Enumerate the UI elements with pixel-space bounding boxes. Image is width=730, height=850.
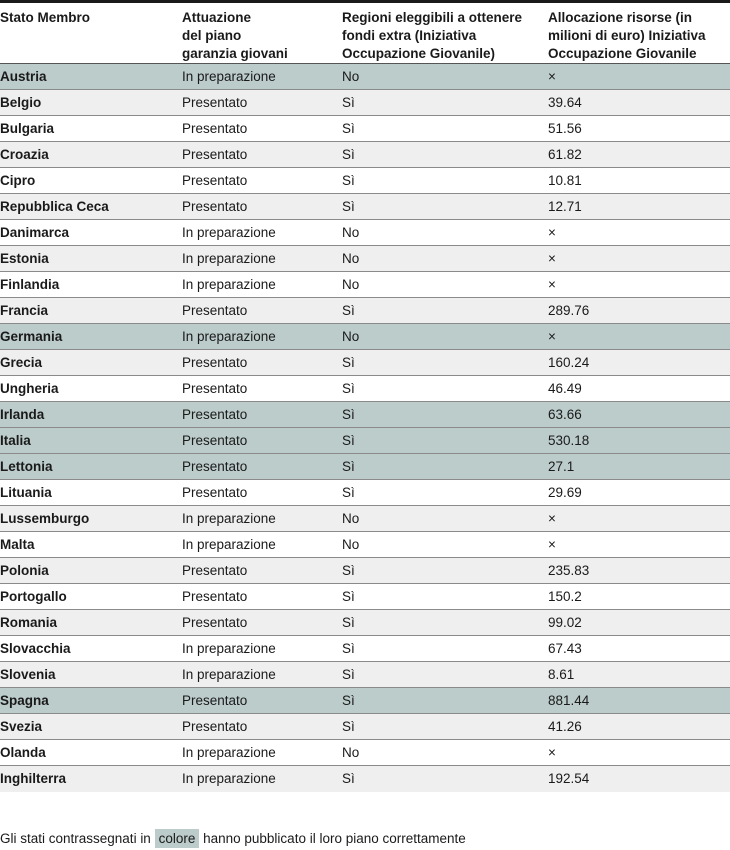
cell-regioni-eleggibili: Sì [342, 376, 548, 402]
cell-attuazione: Presentato [182, 714, 342, 740]
cell-allocazione-risorse: × [548, 506, 730, 532]
cell-regioni-eleggibili: Sì [342, 688, 548, 714]
cell-stato-membro: Finlandia [0, 272, 182, 298]
cell-attuazione: In preparazione [182, 324, 342, 350]
cell-attuazione: In preparazione [182, 220, 342, 246]
table-row [0, 454, 730, 480]
cell-allocazione-risorse: 41.26 [548, 714, 730, 740]
cell-allocazione-risorse: 61.82 [548, 142, 730, 168]
cell-stato-membro: Italia [0, 428, 182, 454]
column-header-allocazione-risorse: Allocazione risorse (in milioni di euro) Iniziativa Occupazione Giovanile [548, 2, 730, 64]
cell-stato-membro: Germania [0, 324, 182, 350]
cell-stato-membro: Repubblica Ceca [0, 194, 182, 220]
cell-allocazione-risorse: 12.71 [548, 194, 730, 220]
cell-regioni-eleggibili: No [342, 324, 548, 350]
cell-attuazione: Presentato [182, 454, 342, 480]
cell-attuazione: In preparazione [182, 740, 342, 766]
table-row [0, 272, 730, 298]
cell-allocazione-risorse: × [548, 220, 730, 246]
table-row [0, 610, 730, 636]
table-row [0, 64, 730, 90]
cell-stato-membro: Cipro [0, 168, 182, 194]
table-row [0, 532, 730, 558]
table-row [0, 90, 730, 116]
cell-stato-membro: Austria [0, 64, 182, 90]
cell-attuazione: Presentato [182, 298, 342, 324]
cell-allocazione-risorse: × [548, 740, 730, 766]
legend-note [0, 828, 466, 850]
cell-allocazione-risorse: × [548, 272, 730, 298]
cell-stato-membro: Estonia [0, 246, 182, 272]
cell-stato-membro: Olanda [0, 740, 182, 766]
cell-regioni-eleggibili: Sì [342, 142, 548, 168]
table-row [0, 116, 730, 142]
cell-stato-membro: Bulgaria [0, 116, 182, 142]
cell-stato-membro: Inghilterra [0, 766, 182, 792]
legend-color-chip: colore [155, 829, 200, 848]
cell-stato-membro: Portogallo [0, 584, 182, 610]
cell-regioni-eleggibili: No [342, 246, 548, 272]
cell-stato-membro: Danimarca [0, 220, 182, 246]
legend-note-text-before: Gli stati contrassegnati in [0, 831, 155, 846]
cell-regioni-eleggibili: Sì [342, 168, 548, 194]
cell-attuazione: In preparazione [182, 662, 342, 688]
legend-note-text-after: hanno pubblicato il loro piano correttamente [199, 831, 466, 846]
cell-regioni-eleggibili: No [342, 220, 548, 246]
cell-attuazione: In preparazione [182, 766, 342, 792]
cell-regioni-eleggibili: Sì [342, 714, 548, 740]
cell-allocazione-risorse: 67.43 [548, 636, 730, 662]
cell-stato-membro: Svezia [0, 714, 182, 740]
cell-stato-membro: Slovacchia [0, 636, 182, 662]
cell-attuazione: Presentato [182, 480, 342, 506]
cell-regioni-eleggibili: Sì [342, 350, 548, 376]
table-row [0, 246, 730, 272]
cell-allocazione-risorse: 881.44 [548, 688, 730, 714]
cell-regioni-eleggibili: Sì [342, 402, 548, 428]
cell-allocazione-risorse: 160.24 [548, 350, 730, 376]
cell-regioni-eleggibili: Sì [342, 662, 548, 688]
cell-regioni-eleggibili: No [342, 64, 548, 90]
column-header-attuazione: Attuazione del piano garanzia giovani [182, 2, 342, 64]
cell-attuazione: Presentato [182, 688, 342, 714]
table-row [0, 480, 730, 506]
table-row [0, 324, 730, 350]
table-row [0, 220, 730, 246]
cell-attuazione: In preparazione [182, 272, 342, 298]
column-header-stato-membro: Stato Membro [0, 2, 182, 64]
column-header-regioni-eleggibili: Regioni eleggibili a ottenere fondi extra (Iniziativa Occupazione Giovanile) [342, 2, 548, 64]
cell-attuazione: In preparazione [182, 532, 342, 558]
table-row [0, 168, 730, 194]
cell-allocazione-risorse: 29.69 [548, 480, 730, 506]
cell-stato-membro: Lettonia [0, 454, 182, 480]
table-row [0, 636, 730, 662]
cell-attuazione: Presentato [182, 584, 342, 610]
cell-allocazione-risorse: 192.54 [548, 766, 730, 792]
table-row [0, 558, 730, 584]
cell-allocazione-risorse: 99.02 [548, 610, 730, 636]
cell-allocazione-risorse: 46.49 [548, 376, 730, 402]
cell-stato-membro: Polonia [0, 558, 182, 584]
cell-attuazione: Presentato [182, 142, 342, 168]
cell-stato-membro: Croazia [0, 142, 182, 168]
table-row [0, 714, 730, 740]
cell-allocazione-risorse: 8.61 [548, 662, 730, 688]
cell-stato-membro: Malta [0, 532, 182, 558]
table-row [0, 428, 730, 454]
cell-allocazione-risorse: 39.64 [548, 90, 730, 116]
table-row [0, 740, 730, 766]
cell-regioni-eleggibili: No [342, 272, 548, 298]
cell-attuazione: Presentato [182, 402, 342, 428]
cell-stato-membro: Francia [0, 298, 182, 324]
cell-stato-membro: Spagna [0, 688, 182, 714]
cell-stato-membro: Grecia [0, 350, 182, 376]
cell-allocazione-risorse: × [548, 246, 730, 272]
cell-allocazione-risorse: × [548, 324, 730, 350]
cell-attuazione: Presentato [182, 90, 342, 116]
cell-attuazione: Presentato [182, 116, 342, 142]
cell-regioni-eleggibili: Sì [342, 90, 548, 116]
table-row [0, 688, 730, 714]
cell-allocazione-risorse: 235.83 [548, 558, 730, 584]
cell-attuazione: Presentato [182, 194, 342, 220]
cell-regioni-eleggibili: Sì [342, 584, 548, 610]
table-row [0, 376, 730, 402]
cell-stato-membro: Irlanda [0, 402, 182, 428]
cell-stato-membro: Lituania [0, 480, 182, 506]
cell-regioni-eleggibili: Sì [342, 116, 548, 142]
cell-allocazione-risorse: 27.1 [548, 454, 730, 480]
cell-allocazione-risorse: 150.2 [548, 584, 730, 610]
table-row [0, 662, 730, 688]
cell-attuazione: Presentato [182, 168, 342, 194]
table-body [0, 64, 730, 792]
cell-regioni-eleggibili: No [342, 506, 548, 532]
table-row [0, 350, 730, 376]
cell-regioni-eleggibili: Sì [342, 454, 548, 480]
cell-stato-membro: Slovenia [0, 662, 182, 688]
cell-attuazione: Presentato [182, 376, 342, 402]
cell-regioni-eleggibili: No [342, 532, 548, 558]
cell-regioni-eleggibili: Sì [342, 636, 548, 662]
cell-attuazione: In preparazione [182, 64, 342, 90]
cell-regioni-eleggibili: No [342, 740, 548, 766]
table-row [0, 194, 730, 220]
cell-attuazione: Presentato [182, 610, 342, 636]
cell-regioni-eleggibili: Sì [342, 194, 548, 220]
table-row [0, 402, 730, 428]
cell-allocazione-risorse: × [548, 532, 730, 558]
cell-allocazione-risorse: 51.56 [548, 116, 730, 142]
table-row [0, 766, 730, 792]
header-row [0, 2, 730, 64]
cell-regioni-eleggibili: Sì [342, 766, 548, 792]
cell-attuazione: Presentato [182, 350, 342, 376]
cell-regioni-eleggibili: Sì [342, 298, 548, 324]
cell-regioni-eleggibili: Sì [342, 558, 548, 584]
cell-attuazione: Presentato [182, 428, 342, 454]
cell-regioni-eleggibili: Sì [342, 480, 548, 506]
cell-stato-membro: Romania [0, 610, 182, 636]
cell-stato-membro: Ungheria [0, 376, 182, 402]
cell-allocazione-risorse: × [548, 64, 730, 90]
table-row [0, 298, 730, 324]
cell-attuazione: In preparazione [182, 636, 342, 662]
cell-stato-membro: Belgio [0, 90, 182, 116]
cell-attuazione: In preparazione [182, 506, 342, 532]
cell-regioni-eleggibili: Sì [342, 610, 548, 636]
cell-regioni-eleggibili: Sì [342, 428, 548, 454]
cell-stato-membro: Lussemburgo [0, 506, 182, 532]
table-row [0, 506, 730, 532]
cell-allocazione-risorse: 289.76 [548, 298, 730, 324]
table-row [0, 142, 730, 168]
table-row [0, 584, 730, 610]
cell-allocazione-risorse: 10.81 [548, 168, 730, 194]
cell-attuazione: In preparazione [182, 246, 342, 272]
cell-attuazione: Presentato [182, 558, 342, 584]
cell-allocazione-risorse: 530.18 [548, 428, 730, 454]
cell-allocazione-risorse: 63.66 [548, 402, 730, 428]
